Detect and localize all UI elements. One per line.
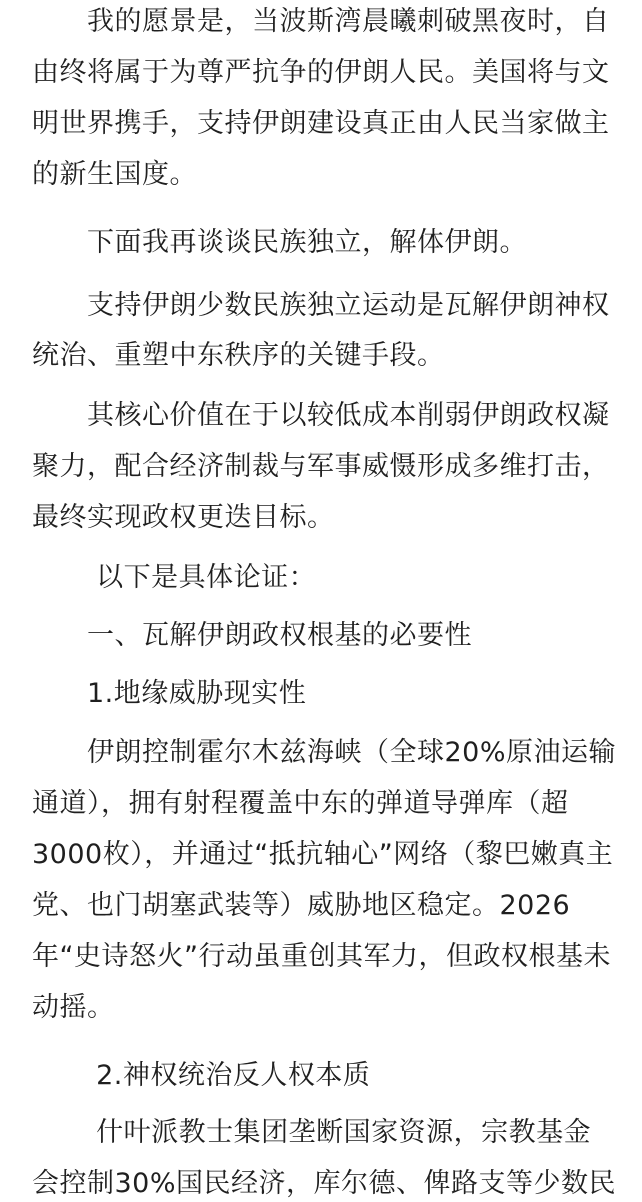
paragraph-5-line-1: 以下是具体论证： [32,562,317,593]
paragraph-4-line-2: 聚力，配合经济制裁与军事威慑形成多维打击， [32,451,610,482]
paragraph-10-line-2: 会控制30%国民经济，库尔德、俾路支等少数民 [32,1168,617,1199]
paragraph-1-line-3: 明世界携手，支持伊朗建设真正由人民当家做主 [32,108,610,139]
paragraph-4-line-1: 其核心价值在于以较低成本削弱伊朗政权凝 [32,400,610,431]
subheading-1-1: 1.地缘威胁现实性 [32,678,307,709]
paragraph-1-line-2: 由终将属于为尊严抗争的伊朗人民。美国将与文 [32,57,610,88]
paragraph-1-line-1: 我的愿景是，当波斯湾晨曦刺破黑夜时，自 [32,6,610,37]
paragraph-3-line-2: 统治、重塑中东秩序的关键手段。 [32,340,445,371]
paragraph-8-line-5: 年“史诗怒火”行动虽重创其军力，但政权根基未 [32,941,611,972]
section-heading-1: 一、瓦解伊朗政权根基的必要性 [32,620,472,651]
paragraph-8-line-6: 动摇。 [32,992,115,1023]
paragraph-3-line-1: 支持伊朗少数民族独立运动是瓦解伊朗神权 [32,290,610,321]
paragraph-2-line-1: 下面我再谈谈民族独立，解体伊朗。 [32,227,527,258]
paragraph-8-line-4: 党、也门胡塞武装等）威胁地区稳定。2026 [32,890,571,921]
paragraph-4-line-3: 最终实现政权更迭目标。 [32,502,335,533]
paragraph-8-line-1: 伊朗控制霍尔木兹海峡（全球20%原油运输 [32,737,617,768]
paragraph-10-line-1: 什叶派教士集团垄断国家资源，宗教基金 [32,1117,592,1148]
paragraph-1-line-4: 的新生国度。 [32,159,197,190]
subheading-1-2: 2.神权统治反人权本质 [32,1060,371,1091]
paragraph-8-line-2: 通道），拥有射程覆盖中东的弹道导弹库（超 [32,788,569,819]
paragraph-8-line-3: 3000枚），并通过“抵抗轴心”网络（黎巴嫩真主 [32,839,614,870]
